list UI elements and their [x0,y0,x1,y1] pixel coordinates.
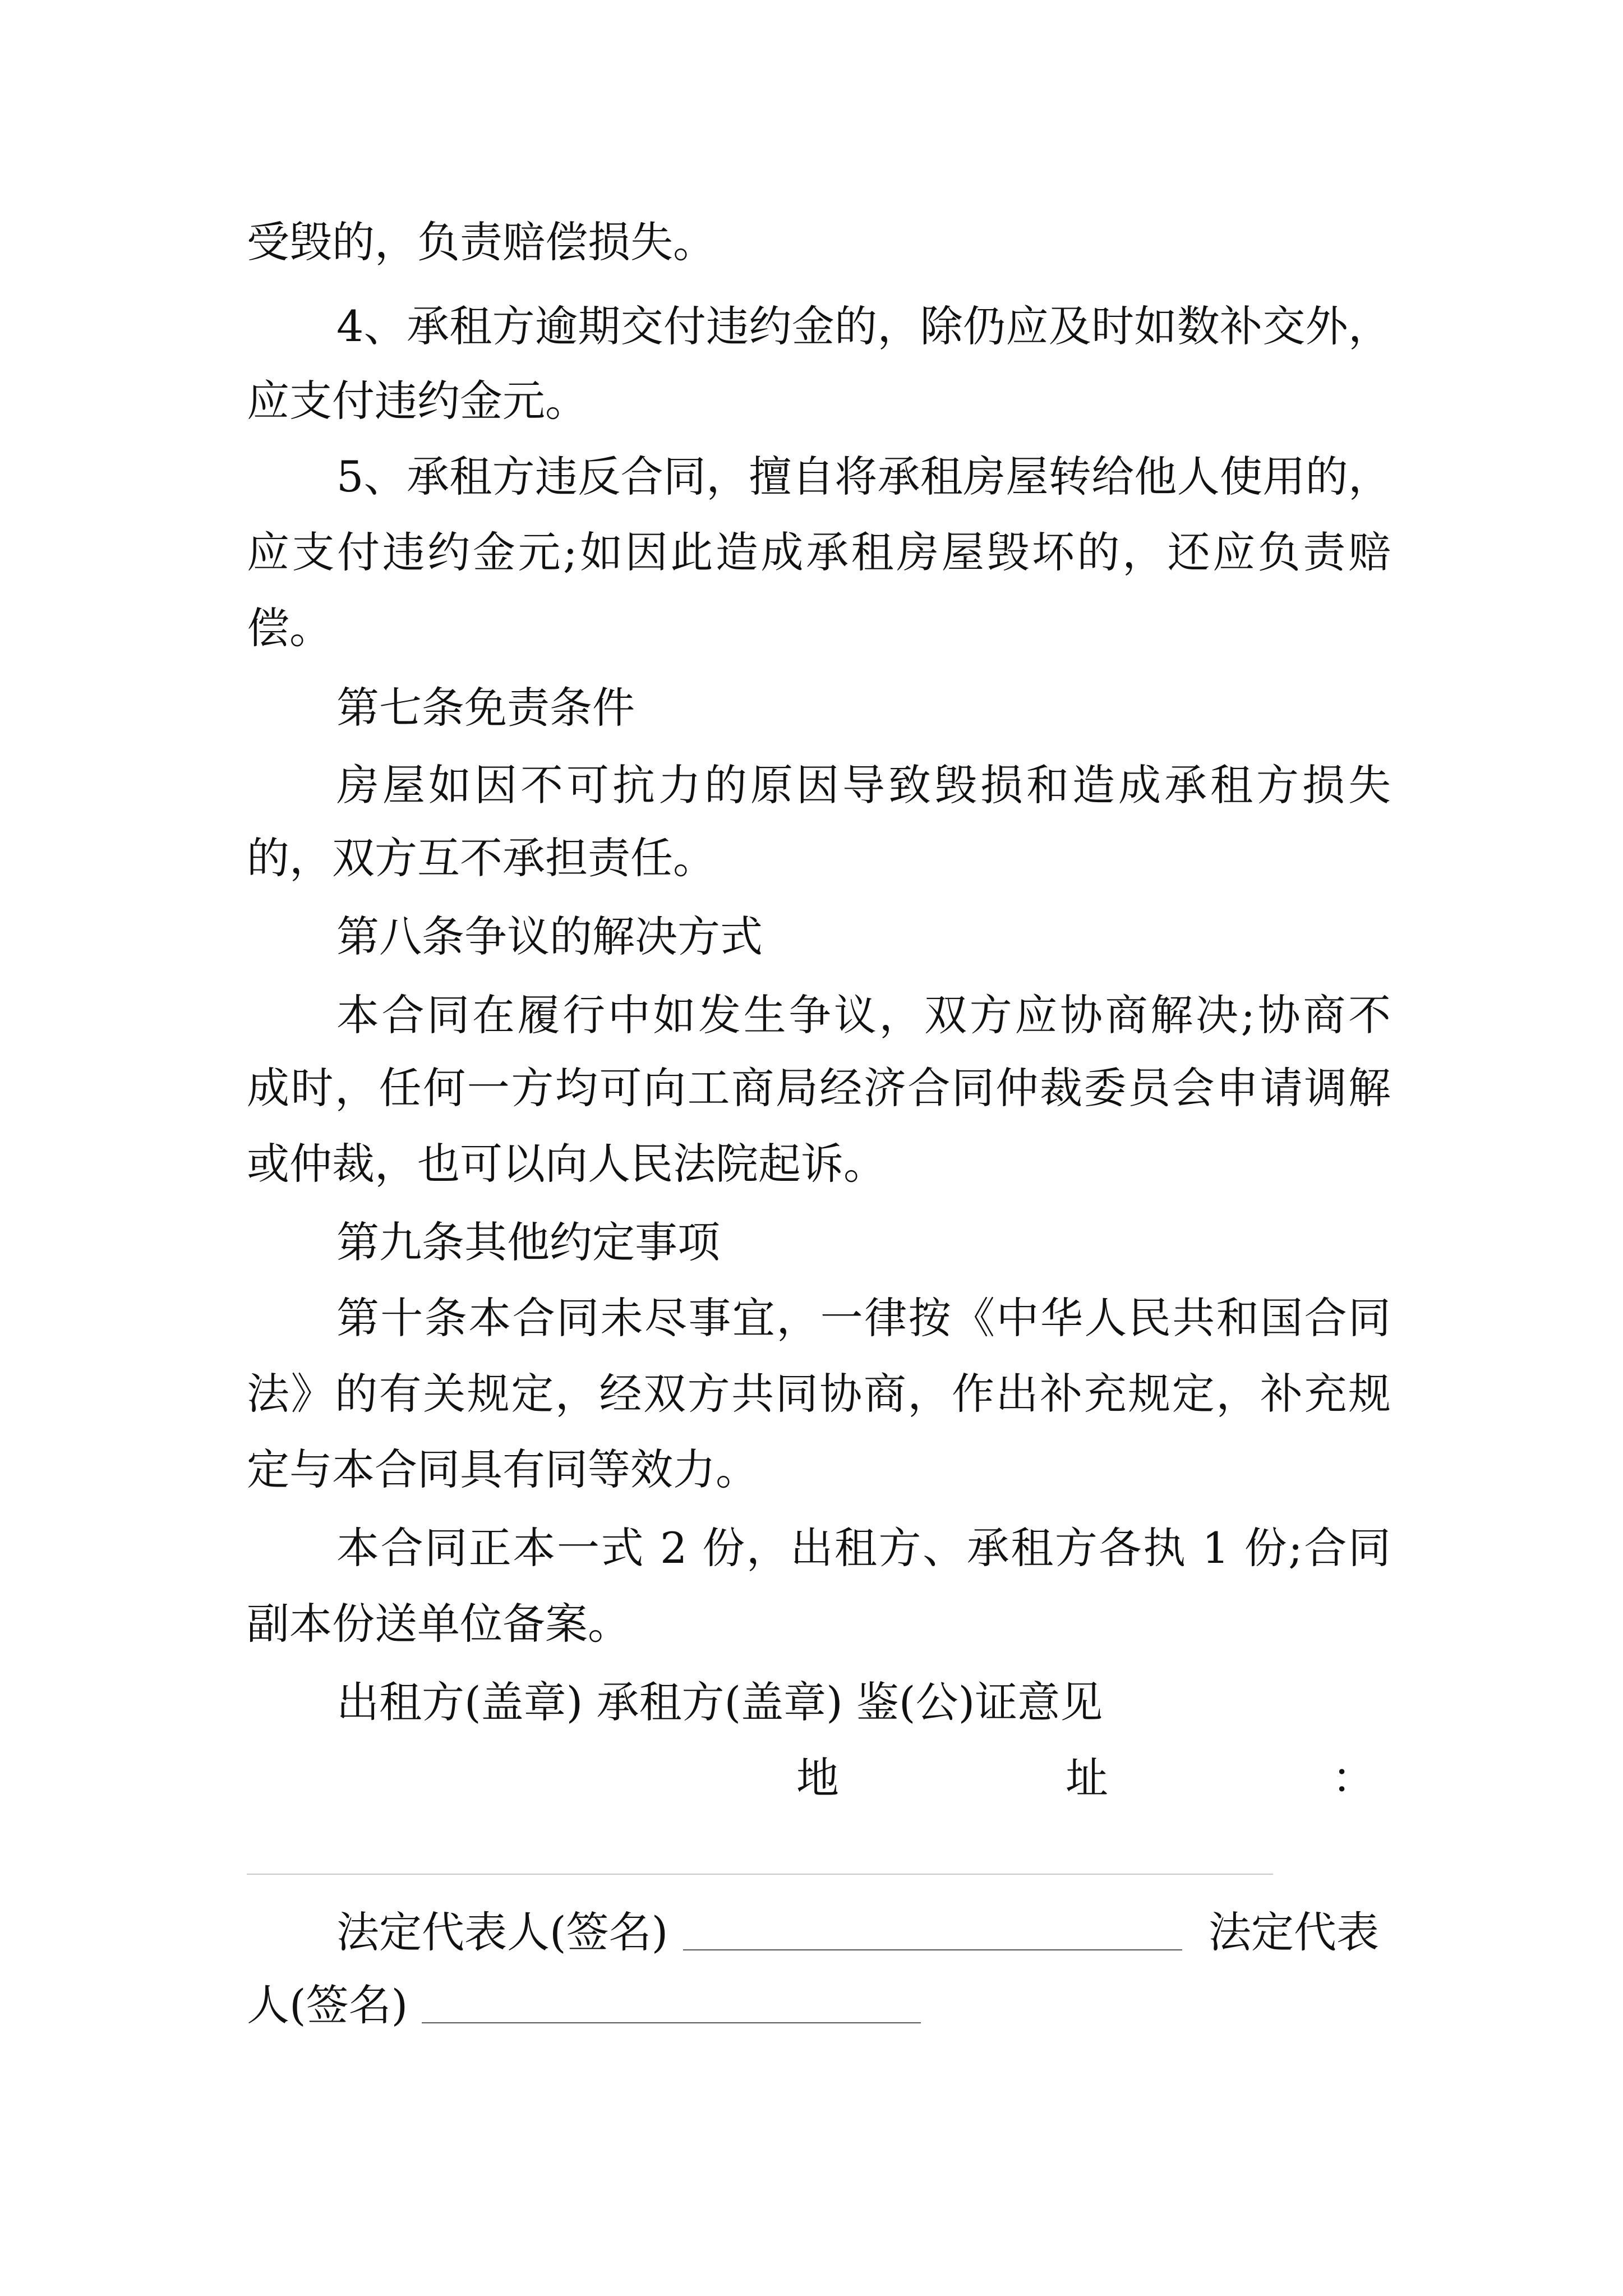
signature-label: 法定代表人(签名) [336,1907,668,1957]
text-line: 成时，任何一方均可向工商局经济合同仲裁委员会申请调解 [247,1063,1391,1113]
text-line: 应支付违约金元;如因此造成承租房屋毁坏的，还应负责赔 [247,527,1391,577]
text-line: 应支付违约金元。 [247,376,588,426]
address-label-char: 址 [1066,1753,1108,1803]
signature-blank[interactable] [683,1949,1182,1950]
text-line: 的，双方互不承担责任。 [247,833,716,883]
text-line: 第十条本合同未尽事宜，一律按《中华人民共和国合同 [336,1293,1391,1343]
text-line: 定与本合同具有同等效力。 [247,1444,758,1494]
address-underline [247,1874,1273,1875]
clause-heading: 第九条其他约定事项 [336,1217,720,1267]
text-line: 4、承租方逾期交付违约金的，除仍应及时如数补交外， [336,301,1391,351]
text-line: 受毁的，负责赔偿损失。 [247,217,716,267]
text-line: 法》的有关规定，经双方共同协商，作出补充规定，补充规 [247,1369,1391,1419]
seal-row: 出租方(盖章) 承租方(盖章) 鉴(公)证意见 [336,1677,1103,1727]
text-line: 副本份送单位备案。 [247,1599,630,1649]
signature-blank[interactable] [422,2022,921,2023]
text-line: 房屋如因不可抗力的原因导致毁损和造成承租方损失 [336,760,1391,810]
address-colon: ： [1332,1753,1375,1803]
clause-heading: 第八条争议的解决方式 [336,912,763,961]
text-line: 5、承租方违反合同，擅自将承租房屋转给他人使用的， [336,452,1391,501]
clause-heading: 第七条免责条件 [336,683,635,733]
text-line: 本合同正本一式 2 份，出租方、承租方各执 1 份;合同 [336,1523,1391,1573]
text-line: 偿。 [247,603,332,653]
text-line: 本合同在履行中如发生争议，双方应协商解决;协商不 [336,990,1391,1040]
signature-label: 法定代表 [1209,1907,1379,1957]
text-line: 或仲裁，也可以向人民法院起诉。 [247,1139,886,1189]
address-label-char: 地 [796,1753,839,1803]
signature-label: 人(签名) [247,1980,408,2030]
